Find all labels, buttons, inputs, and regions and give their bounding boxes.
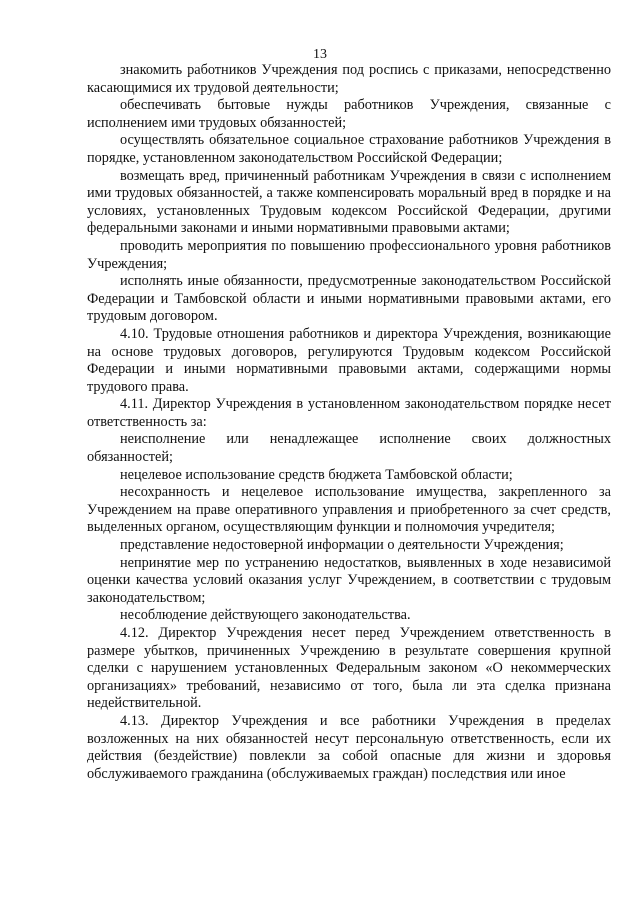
paragraph-domestic-needs: обеспечивать бытовые нужды работников Учреждения, связанные с исполнением ими трудовых обязанностей; — [87, 97, 611, 131]
paragraph-non-performance: неисполнение или ненадлежащее исполнение своих должностных обязанностей; — [87, 431, 611, 466]
clause-4-13: 4.13. Директор Учреждения и все работники Учреждения в пределах возложенных на них обязанностей несут персональную ответственность, если их действия (бездействие) повлекли за собой опасные для жизни и здоровья обслуживаемого гражданина (обслуживаемых граждан) последствия или иное — [87, 712, 611, 782]
paragraph-acquaint-with-orders: знакомить работников Учреждения под роспись с приказами, непосредственно касающимися их трудовой деятельности; — [87, 62, 611, 96]
paragraph-failure-to-act: непринятие мер по устранению недостатков, выявленных в ходе независимой оценки качества условий оказания услуг Учреждением, в соответствии с трудовым законодательством; — [87, 554, 611, 606]
document-body — [87, 62, 611, 783]
paragraph-budget-misuse: нецелевое использование средств бюджета Тамбовской области; — [120, 466, 513, 483]
clause-4-11: 4.11. Директор Учреждения в установленном законодательством порядке несет ответственность за: — [87, 396, 611, 430]
paragraph-professional-level: проводить мероприятия по повышению профессионального уровня работников Учреждения; — [87, 237, 611, 272]
paragraph-other-duties: исполнять иные обязанности, предусмотренные законодательством Российской Федерации и Тамбовской области и иными нормативными правовыми актами, его трудовым договором. — [87, 273, 611, 325]
paragraph-false-information: представление недостоверной информации о деятельности Учреждения; — [120, 537, 564, 554]
paragraph-social-insurance: осуществлять обязательное социальное страхование работников Учреждения в порядке, установленном законодательством Российской Федерации; — [87, 132, 611, 166]
paragraph-non-compliance: несоблюдение действующего законодательства. — [120, 607, 411, 624]
paragraph-compensate-harm: возмещать вред, причиненный работникам Учреждения в связи с исполнением ими трудовых обязанностей, а также компенсировать моральный вред в порядке и на условиях, установленных Трудовым кодексом Российской Федерации, другими федеральными законами и иными нормативными правовыми актами; — [87, 167, 611, 237]
clause-4-10: 4.10. Трудовые отношения работников и директора Учреждения, возникающие на основе трудовых договоров, регулируются Трудовым кодексом Российской Федерации и иными нормативными правовыми актами, содержащими нормы трудового права. — [87, 325, 611, 395]
page-number: 13 — [313, 47, 327, 62]
paragraph-property-misuse: несохранность и нецелевое использование имущества, закрепленного за Учреждением на праве оперативного управления и приобретенного за счет средств, выделенных органом, осуществляющим функции и полномочия учредителя; — [87, 484, 611, 536]
clause-4-12: 4.12. Директор Учреждения несет перед Учреждением ответственность в размере убытков, причиненных Учреждению в результате совершения крупной сделки с нарушением установленных Федеральным законом «О некоммерческих организациях» требований, независимо от того, была ли эта сделка признана недействительной. — [87, 625, 611, 712]
